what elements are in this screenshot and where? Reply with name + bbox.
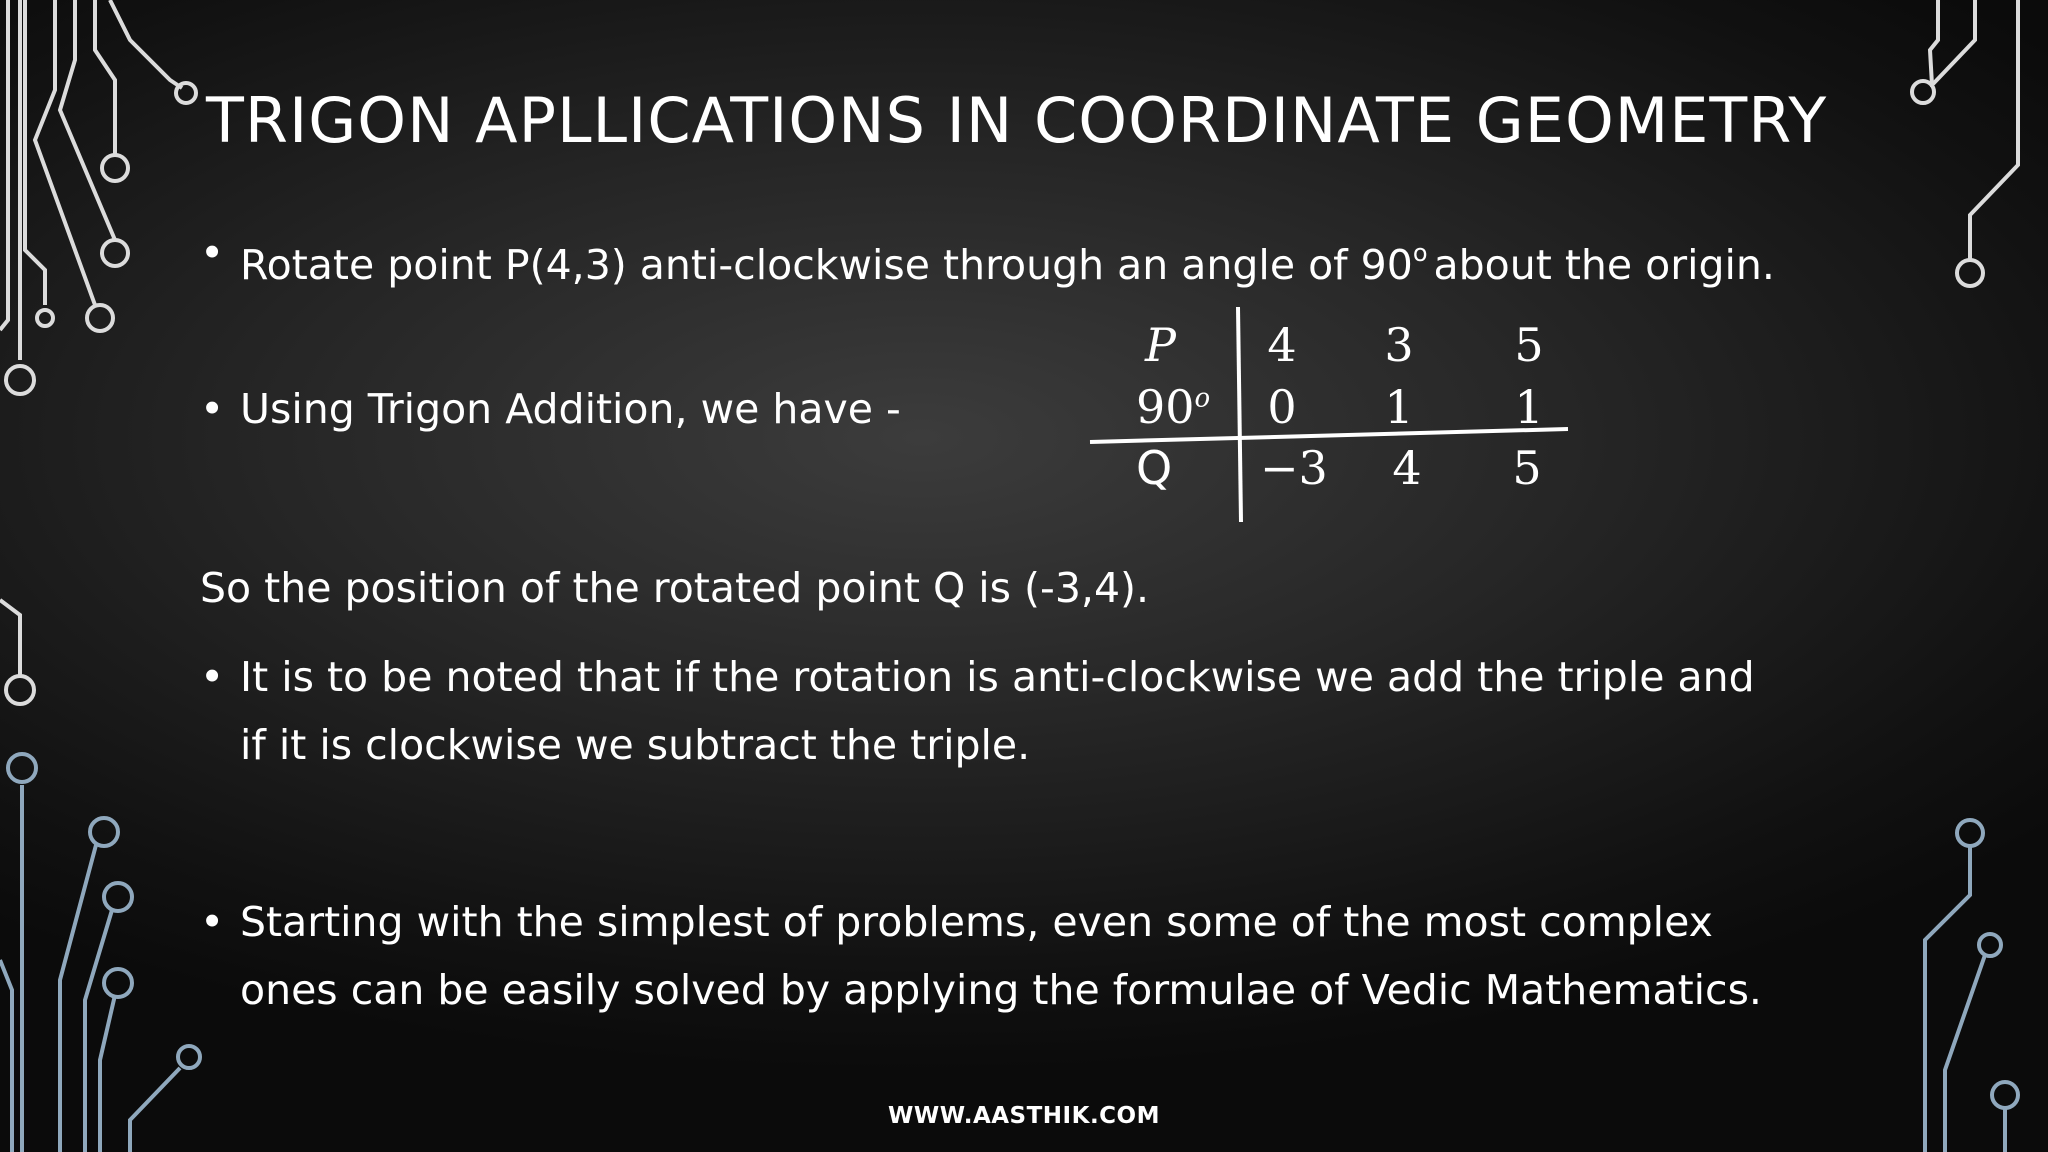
bullet-text: Using Trigon Addition, we have - xyxy=(240,385,901,433)
bullet-text-line1: Starting with the simplest of problems, even some of the most complex xyxy=(240,898,1713,946)
degree-symbol: o xyxy=(1194,383,1211,414)
table-cell: 4 xyxy=(1392,441,1422,495)
bullet-rotation-note xyxy=(200,643,1755,779)
bullet-text-tail: about the origin. xyxy=(1433,241,1775,289)
angle-value: 90 xyxy=(1136,380,1195,434)
bullet-icon: • xyxy=(200,653,225,701)
bullet-icon: • xyxy=(200,385,225,433)
table-cell: 0 xyxy=(1267,380,1297,434)
table-cell: 1 xyxy=(1384,380,1414,434)
table-cell: 3 xyxy=(1384,318,1414,372)
slide-title: TRIGON APLLICATIONS IN COORDINATE GEOMETRY xyxy=(206,84,1828,157)
table-cell: 5 xyxy=(1514,318,1544,372)
bullet-vedic-mathematics xyxy=(200,888,1762,1024)
table-row3-label: Q xyxy=(1136,441,1173,495)
bullet-text-line2: if it is clockwise we subtract the triple. xyxy=(240,721,1031,769)
table-row1-label: P xyxy=(1145,318,1176,372)
table-cell: 1 xyxy=(1514,380,1544,434)
table-cell: 4 xyxy=(1267,318,1297,372)
degree-symbol: o xyxy=(1412,239,1428,267)
table-cell: −3 xyxy=(1260,441,1328,495)
result-line: So the position of the rotated point Q is (-3,4). xyxy=(200,564,1150,612)
bullet-icon: • xyxy=(200,229,225,277)
footer-website: WWW.AASTHIK.COM xyxy=(887,1103,1160,1129)
table-cell: 5 xyxy=(1512,441,1542,495)
bullet-text: Rotate point P(4,3) anti-clockwise through an angle of 90 xyxy=(240,241,1413,289)
bullet-icon: • xyxy=(200,898,225,946)
bullet-text-line2: ones can be easily solved by applying the formulae of Vedic Mathematics. xyxy=(240,966,1762,1014)
bullet-text-line1: It is to be noted that if the rotation is anti-clockwise we add the triple and xyxy=(240,653,1755,701)
table-row2-label xyxy=(1136,380,1210,434)
